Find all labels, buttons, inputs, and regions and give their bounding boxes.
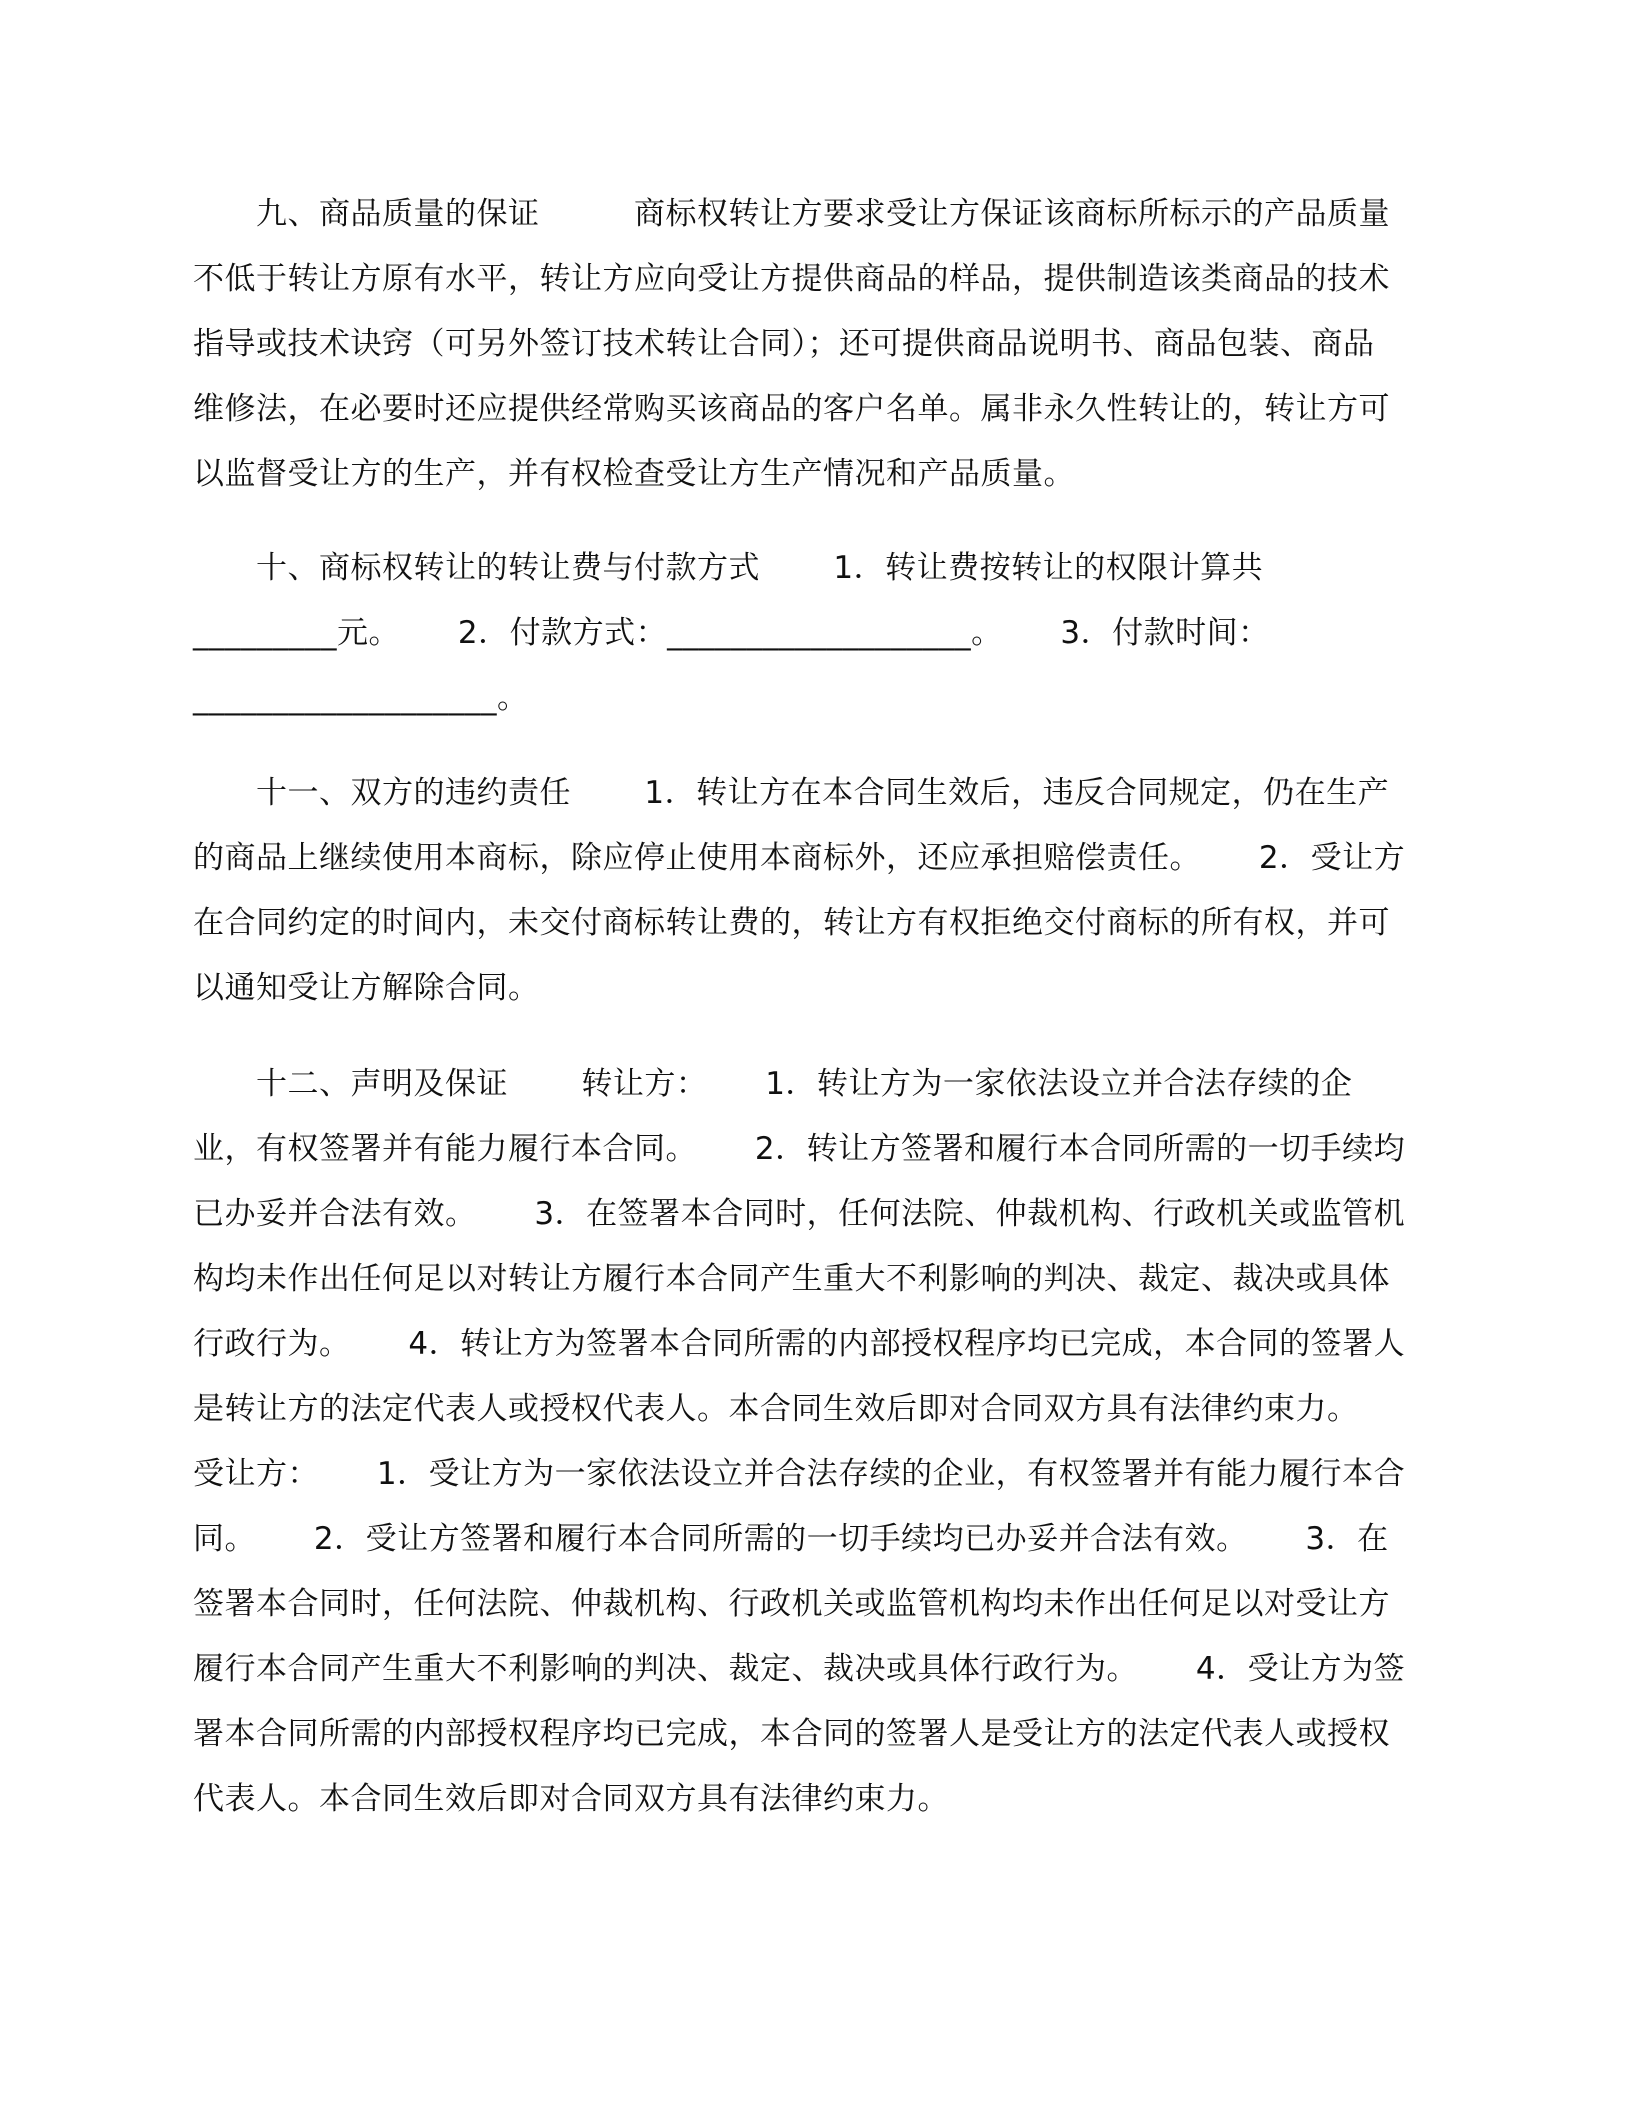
text-line: 署本合同所需的内部授权程序均已完成，本合同的签署人是受让方的法定代表人或授权	[193, 1716, 1390, 1752]
text-line: 是转让方的法定代表人或授权代表人。本合同生效后即对合同双方具有法律约束力。	[193, 1391, 1359, 1427]
text-line: 十一、双方的违约责任 1．转让方在本合同生效后，违反合同规定，仍在生产	[193, 775, 1390, 811]
text-line: 维修法，在必要时还应提供经常购买该商品的客户名单。属非永久性转让的，转让方可	[193, 391, 1390, 427]
text-line: 十、商标权转让的转让费与付款方式 1．转让费按转让的权限计算共	[193, 550, 1264, 586]
text-line: 指导或技术诀窍（可另外签订技术转让合同）；还可提供商品说明书、商品包装、商品	[193, 326, 1375, 362]
text-line: 十二、声明及保证 转让方： 1．转让方为一家依法设立并合法存续的企	[193, 1066, 1353, 1102]
text-line: 不低于转让方原有水平，转让方应向受让方提供商品的样品，提供制造该类商品的技术	[193, 261, 1390, 297]
text-line: 在合同约定的时间内，未交付商标转让费的，转让方有权拒绝交付商标的所有权，并可	[193, 905, 1390, 941]
text-line: ___________________。	[193, 680, 529, 716]
text-line: 已办妥并合法有效。 3．在签署本合同时，任何法院、仲裁机构、行政机关或监管机	[193, 1196, 1406, 1232]
text-line: 代表人。本合同生效后即对合同双方具有法律约束力。	[193, 1781, 949, 1817]
text-line: 签署本合同时，任何法院、仲裁机构、行政机关或监管机构均未作出任何足以对受让方	[193, 1586, 1390, 1622]
text-line: _________元。 2．付款方式：___________________。 3．付款时间：	[193, 615, 1270, 651]
text-line: 业，有权签署并有能力履行本合同。 2．转让方签署和履行本合同所需的一切手续均	[193, 1131, 1406, 1167]
text-line: 以通知受让方解除合同。	[193, 970, 540, 1006]
text-line: 行政行为。 4．转让方为签署本合同所需的内部授权程序均已完成，本合同的签署人	[193, 1326, 1406, 1362]
text-line: 的商品上继续使用本商标，除应停止使用本商标外，还应承担赔偿责任。 2．受让方	[193, 840, 1406, 876]
text-line: 以监督受让方的生产，并有权检查受让方生产情况和产品质量。	[193, 456, 1075, 492]
text-line: 同。 2．受让方签署和履行本合同所需的一切手续均已办妥并合法有效。 3．在	[193, 1521, 1389, 1557]
text-line: 履行本合同产生重大不利影响的判决、裁定、裁决或具体行政行为。 4．受让方为签	[193, 1651, 1406, 1687]
text-line: 受让方： 1．受让方为一家依法设立并合法存续的企业，有权签署并有能力履行本合	[193, 1456, 1406, 1492]
text-line: 构均未作出任何足以对转让方履行本合同产生重大不利影响的判决、裁定、裁决或具体	[193, 1261, 1390, 1297]
text-line: 九、商品质量的保证 商标权转让方要求受让方保证该商标所标示的产品质量	[193, 196, 1390, 232]
